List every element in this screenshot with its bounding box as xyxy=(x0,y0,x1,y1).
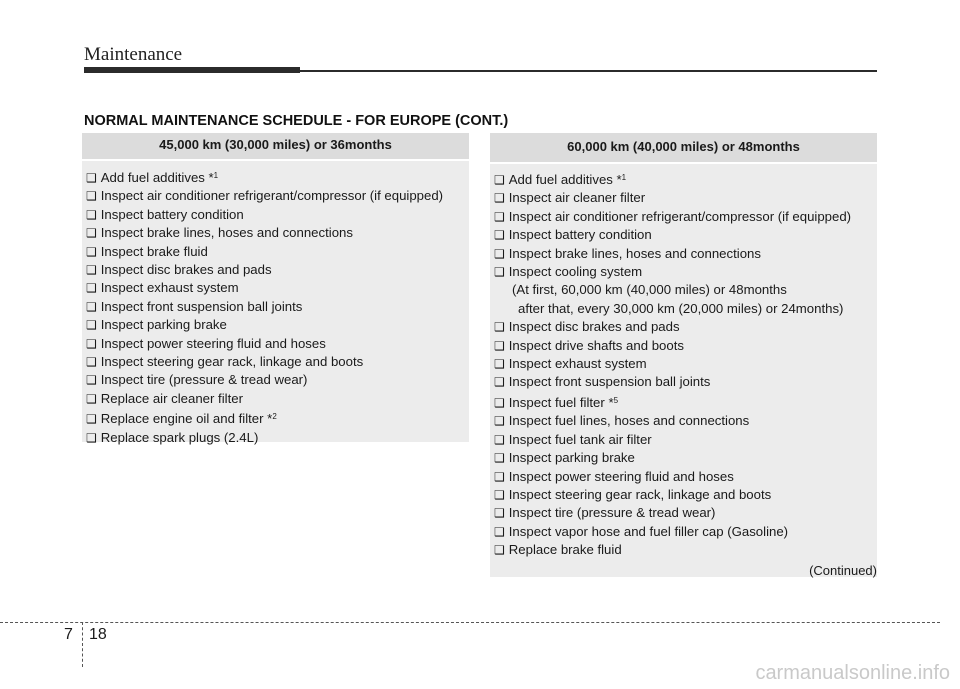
checklist-item xyxy=(86,243,469,261)
right-schedule-panel xyxy=(490,133,877,577)
checklist-item-text: Inspect air cleaner filter xyxy=(508,190,646,206)
checklist-item-text: Inspect power steering fluid and hoses xyxy=(508,468,734,484)
checkbox-icon: ❑ xyxy=(494,246,505,261)
cooling-system-note: (At first, 60,000 km (40,000 miles) or 48months xyxy=(512,282,787,298)
checkbox-icon: ❑ xyxy=(494,469,505,484)
checkbox-icon: ❑ xyxy=(494,338,505,353)
checklist-item-text: Replace air cleaner filter xyxy=(100,390,243,406)
checklist-item xyxy=(494,208,877,226)
checkbox-icon: ❑ xyxy=(86,189,97,204)
left-schedule-panel xyxy=(82,133,469,445)
checkbox-icon: ❑ xyxy=(494,487,505,502)
page-header-title: Maintenance xyxy=(84,44,183,65)
header-rule-thin xyxy=(300,70,877,72)
checklist-item xyxy=(494,263,877,281)
checklist-item xyxy=(494,541,877,559)
checklist-item xyxy=(494,412,877,430)
checklist-item-text: Inspect tire (pressure & tread wear) xyxy=(100,372,308,388)
checkbox-icon: ❑ xyxy=(86,263,97,278)
checklist-item-text: Inspect power steering fluid and hoses xyxy=(100,335,326,351)
checklist-item-text: Inspect brake lines, hoses and connections xyxy=(100,225,353,241)
checklist-item xyxy=(494,504,877,522)
checklist-item-text: Replace brake fluid xyxy=(508,542,622,558)
checkbox-icon: ❑ xyxy=(494,375,505,390)
footer-dashed-divider xyxy=(82,622,83,667)
checkbox-icon: ❑ xyxy=(86,299,97,314)
checklist-item-text: Inspect fuel lines, hoses and connections xyxy=(508,413,750,429)
checklist-item xyxy=(494,355,877,373)
checkbox-icon: ❑ xyxy=(86,412,97,427)
checklist-item-text: Inspect parking brake xyxy=(508,450,635,466)
checkbox-icon: ❑ xyxy=(494,506,505,521)
checklist-item-text: Inspect front suspension ball joints xyxy=(100,298,303,314)
checklist-item-text: Inspect fuel tank air filter xyxy=(508,431,652,447)
footer-dashed-line xyxy=(0,622,940,623)
checkbox-icon: ❑ xyxy=(494,228,505,243)
header-rule-thick xyxy=(84,67,300,73)
checklist-item xyxy=(86,206,469,224)
checklist-item-text: Inspect exhaust system xyxy=(100,280,239,296)
checklist-item-text: Inspect parking brake xyxy=(100,317,227,333)
checkbox-icon: ❑ xyxy=(86,318,97,333)
checkbox-icon: ❑ xyxy=(494,320,505,335)
checklist-item-text: Inspect battery condition xyxy=(100,206,244,222)
checklist-item xyxy=(494,318,877,336)
checklist-item-text: Inspect disc brakes and pads xyxy=(100,262,272,278)
right-panel-list xyxy=(490,164,877,560)
continued-note: (Continued) xyxy=(809,562,877,578)
checkbox-icon: ❑ xyxy=(494,209,505,224)
checkbox-icon: ❑ xyxy=(86,281,97,296)
checklist-item xyxy=(86,371,469,389)
chapter-number: 7 xyxy=(64,626,73,643)
watermark: carmanualsonline.info xyxy=(755,662,950,684)
footnote-marker: 1 xyxy=(213,171,219,180)
checklist-item-text: Inspect air conditioner refrigerant/compressor (if equipped) xyxy=(100,188,444,204)
footnote-marker: 1 xyxy=(621,173,627,182)
checkbox-icon: ❑ xyxy=(86,226,97,241)
checkbox-icon: ❑ xyxy=(86,171,97,185)
checkbox-icon: ❑ xyxy=(86,430,97,445)
checklist-item xyxy=(86,279,469,297)
checklist-item-text: Inspect vapor hose and fuel filler cap (Gasoline) xyxy=(508,523,789,539)
checklist-item xyxy=(494,486,877,504)
page-number: 18 xyxy=(89,626,107,643)
checkbox-icon: ❑ xyxy=(86,391,97,406)
checklist-item-text: Inspect disc brakes and pads xyxy=(508,319,680,335)
checklist-item xyxy=(494,169,877,189)
checklist-item-text: Inspect steering gear rack, linkage and boots xyxy=(100,354,364,370)
checklist-item-text: Add fuel additives * xyxy=(508,172,622,187)
checkbox-icon: ❑ xyxy=(494,432,505,447)
right-panel-heading: 60,000 km (40,000 miles) or 48months xyxy=(490,133,877,164)
checklist-item xyxy=(494,523,877,541)
section-title: NORMAL MAINTENANCE SCHEDULE - FOR EUROPE (CONT.) xyxy=(84,113,509,129)
checkbox-icon: ❑ xyxy=(494,543,505,558)
checklist-item-text: Replace spark plugs (2.4L) xyxy=(100,429,259,445)
checklist-item xyxy=(86,390,469,408)
checklist-item-text: Inspect drive shafts and boots xyxy=(508,337,684,353)
checklist-item xyxy=(86,187,469,205)
checklist-item xyxy=(494,431,877,449)
left-panel-list xyxy=(82,161,469,447)
checklist-item xyxy=(86,429,469,447)
checklist-item xyxy=(494,226,877,244)
checklist-item xyxy=(494,392,877,412)
checkbox-icon: ❑ xyxy=(86,336,97,351)
checklist-item-text: Add fuel additives * xyxy=(100,170,214,185)
checklist-item xyxy=(494,449,877,467)
checklist-item-text: Inspect battery condition xyxy=(508,227,652,243)
checklist-item xyxy=(494,189,877,207)
checklist-item-text: Inspect steering gear rack, linkage and boots xyxy=(508,486,772,502)
checklist-item-text: Inspect brake lines, hoses and connections xyxy=(508,245,761,261)
checkbox-icon: ❑ xyxy=(86,373,97,388)
checkbox-icon: ❑ xyxy=(494,395,505,410)
checkbox-icon: ❑ xyxy=(494,265,505,280)
checklist-item-text: Inspect tire (pressure & tread wear) xyxy=(508,505,716,521)
checkbox-icon: ❑ xyxy=(86,207,97,222)
checkbox-icon: ❑ xyxy=(494,451,505,466)
checklist-item-text: Inspect brake fluid xyxy=(100,243,208,259)
checklist-item xyxy=(494,468,877,486)
checkbox-icon: ❑ xyxy=(86,244,97,259)
checklist-item xyxy=(494,373,877,391)
checkbox-icon: ❑ xyxy=(86,355,97,370)
checkbox-icon: ❑ xyxy=(494,414,505,429)
checklist-item-text: Inspect exhaust system xyxy=(508,356,647,372)
left-panel-heading: 45,000 km (30,000 miles) or 36months xyxy=(82,133,469,161)
checklist-item-text: Inspect air conditioner refrigerant/compressor (if equipped) xyxy=(508,208,852,224)
checklist-item-text: Inspect front suspension ball joints xyxy=(508,374,711,390)
checklist-item-text: Inspect cooling system xyxy=(508,264,643,280)
checklist-item xyxy=(86,224,469,242)
checkbox-icon: ❑ xyxy=(494,173,505,187)
checklist-item xyxy=(86,298,469,316)
checkbox-icon: ❑ xyxy=(494,357,505,372)
checklist-item xyxy=(86,261,469,279)
checklist-item xyxy=(86,167,469,187)
checklist-item xyxy=(86,353,469,371)
cooling-system-note: after that, every 30,000 km (20,000 miles) or 24months) xyxy=(518,300,844,316)
checklist-item-text: Inspect fuel filter * xyxy=(508,394,614,410)
checkbox-icon: ❑ xyxy=(494,191,505,206)
checklist-item xyxy=(86,408,469,428)
checkbox-icon: ❑ xyxy=(494,524,505,539)
checklist-item xyxy=(494,337,877,355)
checklist-item-text: Replace engine oil and filter * xyxy=(100,411,273,427)
checklist-item xyxy=(494,245,877,263)
checklist-item xyxy=(86,335,469,353)
footnote-marker: 5 xyxy=(613,395,619,405)
checklist-item xyxy=(86,316,469,334)
footnote-marker: 2 xyxy=(272,412,277,422)
